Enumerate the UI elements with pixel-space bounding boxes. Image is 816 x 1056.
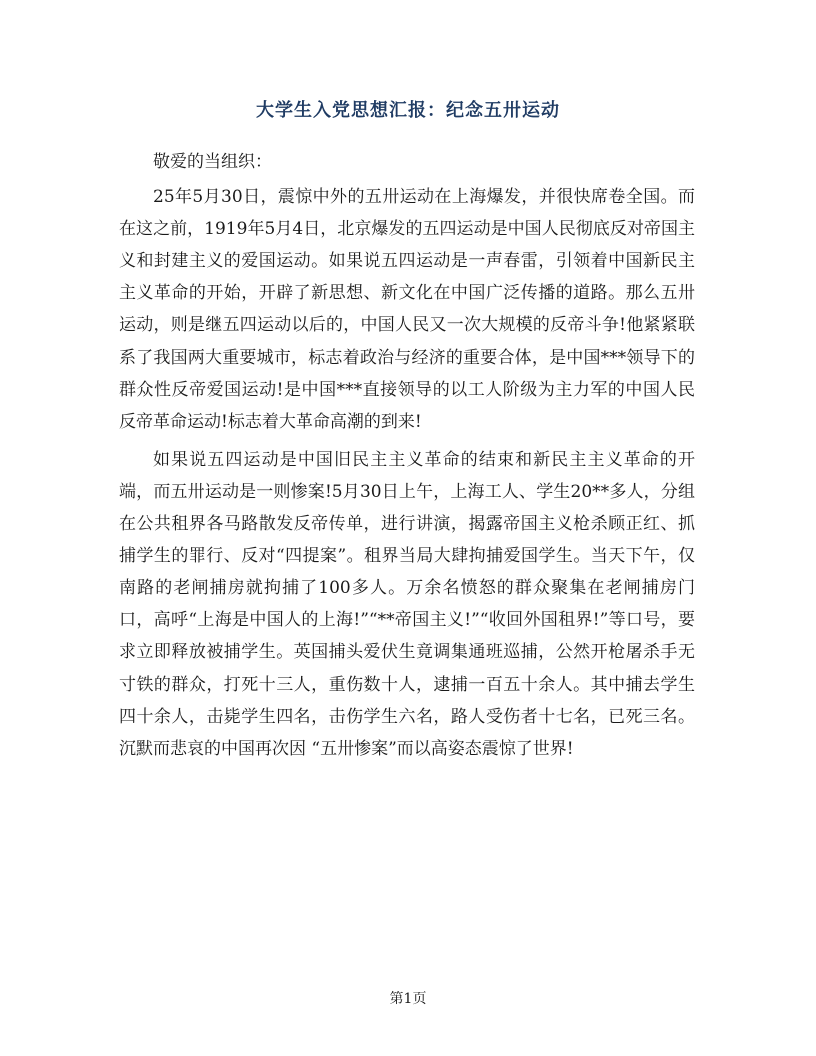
body-paragraph-1: 25年5月30日，震惊中外的五卅运动在上海爆发，并很快席卷全国。而在这之前，1919年5月4日，北京爆发的五四运动是中国人民彻底反对帝国主义和封建主义的爱国运动。如果说五四运动是一声春雷，引领着中国新民主主义革命的开始，开辟了新思想、新文化在中国广泛传播的道路。那么五卅运动，则是继五四运动以后的，中国人民又一次大规模的反帝斗争!他紧紧联系了我国两大重要城市，标志着政治与经济的重要合体，是中国***领导下的群众性反帝爱国运动!是中国***直接领导的以工人阶级为主力军的中国人民反帝革命运动!标志着大革命高潮的到来! [119, 187, 695, 432]
page-number: 第1页 [389, 991, 427, 1007]
document-body [119, 146, 695, 765]
body-paragraph-2: 如果说五四运动是中国旧民主主义革命的结束和新民主主义革命的开端，而五卅运动是一则惨案!5月30日上午，上海工人、学生20**多人，分组在公共租界各马路散发反帝传单，进行讲演，揭露帝国主义枪杀顾正红、抓捕学生的罪行、反对“四提案”。租界当局大肆拘捕爱国学生。当天下午，仅南路的老闸捕房就拘捕了100多人。万余名愤怒的群众聚集在老闸捕房门口，高呼“上海是中国人的上海!”“**帝国主义!”“收回外国租界!”等口号，要求立即释放被捕学生。英国捕头爱伏生竟调集通班巡捕，公然开枪屠杀手无寸铁的群众，打死十三人，重伤数十人，逮捕一百五十余人。其中捕去学生四十余人，击毙学生四名，击伤学生六名，路人受伤者十七名，已死三名。沉默而悲哀的中国再次因 “五卅惨案”而以高姿态震惊了世界! [119, 449, 695, 759]
salutation: 敬爱的当组织： [153, 152, 272, 172]
document-title: 大学生入党思想汇报：纪念五卅运动 [256, 100, 560, 121]
